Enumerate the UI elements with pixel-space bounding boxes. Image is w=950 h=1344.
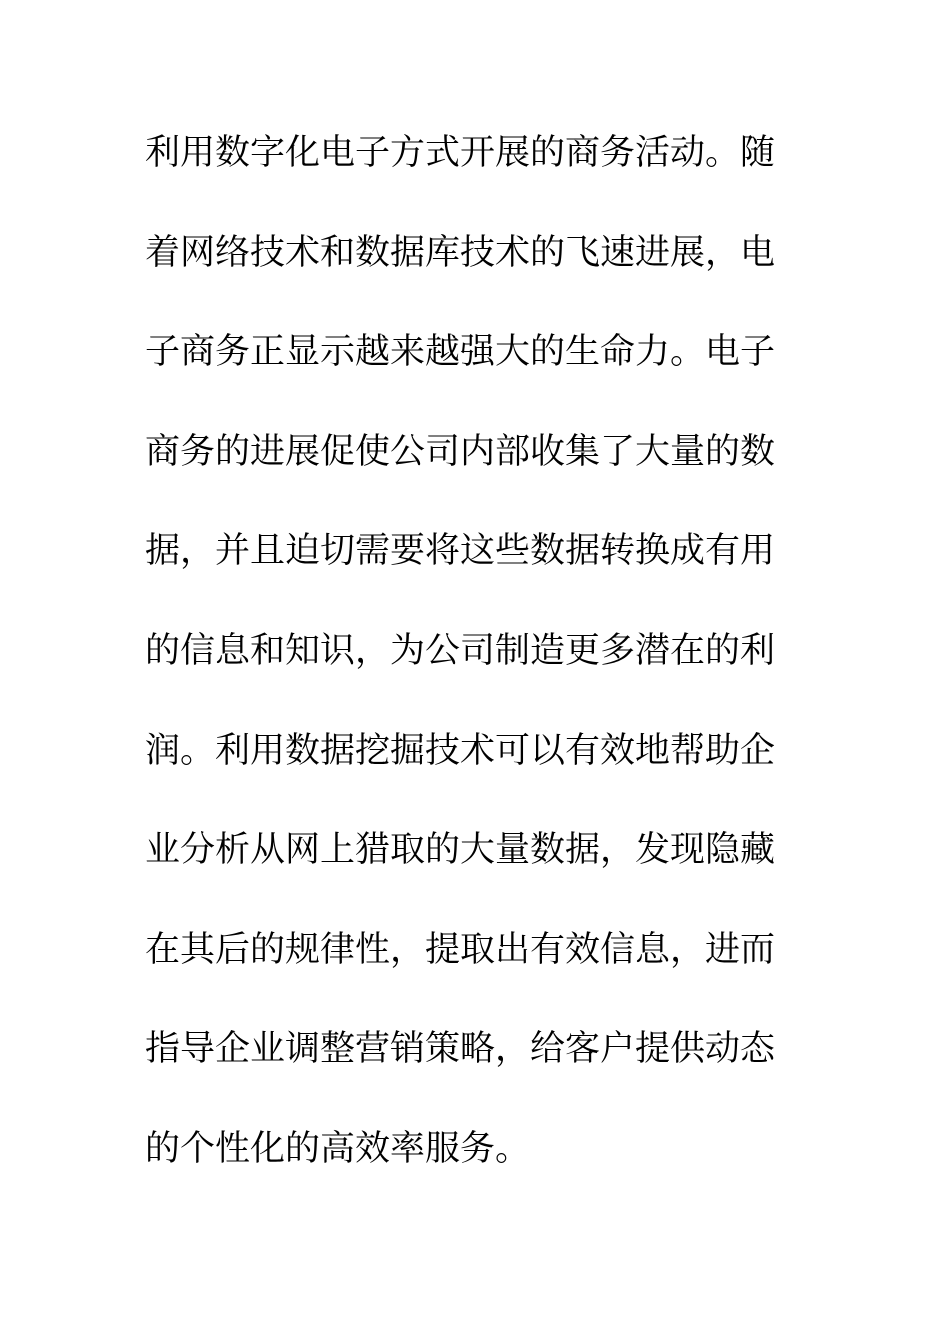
text-line-9: 在其后的规律性，提取出有效信息，进而 (145, 929, 776, 970)
text-line-8: 业分析从网上猎取的大量数据，发现隐藏 (145, 830, 776, 871)
text-line-1: 利用数字化电子方式开展的商务活动。随 (145, 133, 776, 173)
text-line-5: 据，并且迫切需要将这些数据转换成有用 (145, 531, 776, 572)
text-line-6: 的信息和知识，为公司制造更多潜在的利 (145, 630, 776, 671)
text-line-3: 子商务正显示越来越强大的生命力。电子 (145, 332, 776, 373)
text-line-4: 商务的进展促使公司内部收集了大量的数 (145, 431, 776, 472)
text-line-10: 指导企业调整营销策略，给客户提供动态 (145, 1029, 776, 1070)
text-line-11: 的个性化的高效率服务。 (145, 1128, 531, 1169)
body-paragraph (145, 128, 805, 1224)
text-line-7: 润。利用数据挖掘技术可以有效地帮助企 (145, 730, 776, 771)
text-line-2: 着网络技术和数据库技术的飞速进展，电 (145, 232, 776, 273)
